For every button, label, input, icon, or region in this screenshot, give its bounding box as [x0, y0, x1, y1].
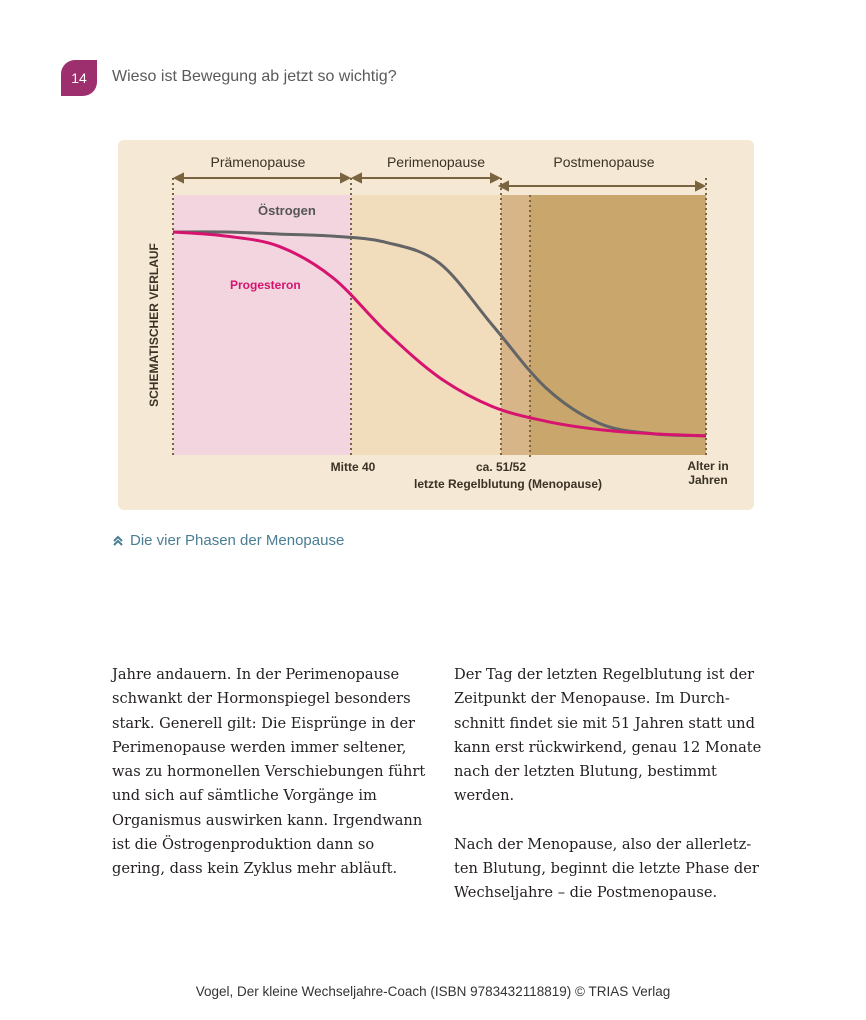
page-number: 14: [71, 70, 87, 86]
x-label-age-line2: Jahren: [688, 473, 728, 487]
body-column-right: [454, 663, 769, 906]
phase-label-postmenopause: Postmenopause: [553, 154, 655, 170]
page-number-badge: [61, 60, 97, 96]
footer-copyright: Vogel, Der kleine Wechseljahre-Coach (ISBN 9783432118819) © TRIAS Verlag: [195, 984, 671, 999]
double-chevron-up-icon: [112, 535, 124, 547]
progesterone-label: Progesteron: [230, 278, 301, 292]
body-paragraph: Nach der Menopause, also der allerletzten Blutung, beginnt die letzte Phase der Wechseljahre – die Postmenopause.: [454, 835, 759, 902]
x-label-age-line1: Alter in: [687, 459, 729, 473]
body-column-left: [112, 663, 427, 882]
phase-label-perimenopause: Perimenopause: [386, 154, 486, 170]
caption-text: Die vier Phasen der Menopause: [130, 532, 345, 549]
x-label-menopause: letzte Regelblutung (Menopause): [413, 477, 603, 491]
perimenopause-region: [351, 195, 501, 455]
body-paragraph: Der Tag der letzten Regelblutung ist der Zeitpunkt der Menopause. Im Durchschnitt findet sie mit 51 Jahren statt und kann erst rückwirkend, genau 12 Monate nach der letzten Blutung, bestimmt werden.: [454, 666, 762, 805]
x-label-ca51: ca. 51/52: [475, 460, 527, 474]
phase-label-premenopause: Prämenopause: [210, 154, 306, 170]
x-label-mid40: Mitte 40: [330, 460, 376, 474]
running-header-title: Wieso ist Bewegung ab jetzt so wichtig?: [112, 68, 397, 85]
estrogen-label: Östrogen: [258, 203, 316, 218]
y-axis-label: SCHEMATISCHER VERLAUF: [147, 243, 161, 407]
postmenopause-region: [530, 195, 706, 455]
figure-caption: [112, 532, 344, 549]
body-paragraph: Jahre andauern. In der Perimenopause schwankt der Hormonspiegel besonders stark. Generell gilt: Die Eisprünge in der Perimenopause werden immer seltener, was zu hormonellen Verschiebungen führt und sich auf sämtliche Vorgänge im Organismus auswirken kann. Irgendwann ist die Östrogenproduktion dann so gering, dass kein Zyklus mehr abläuft.: [112, 666, 426, 878]
menopause-phases-chart: [118, 140, 754, 510]
